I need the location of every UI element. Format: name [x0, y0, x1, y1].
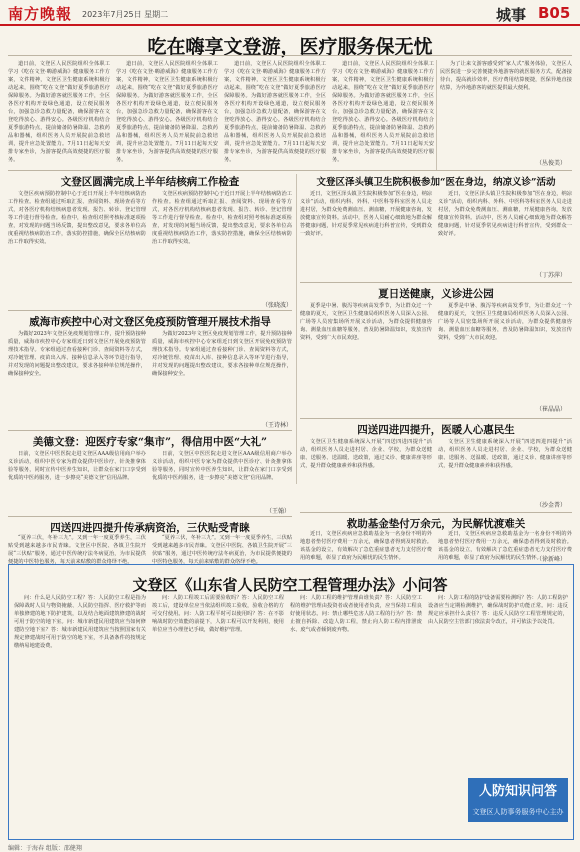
divider: [8, 516, 292, 517]
badge-title: 人防知识问答: [478, 784, 557, 799]
divider: [8, 170, 572, 171]
article-warm-body-2: 文登区卫生健康系统深入开展“四送四进四提升”活动，组织医务人员走进村居、企业、学校，为群众送健康、送服务、送温暖、送政策，通过义诊、健康讲座等形式，提升群众健康素养和获得感。: [438, 439, 572, 469]
qa-column-1: 问：什么是人民防空工程？答：人民防空工程是指为保障战时人员与物资掩蔽、人民防空指挥、医疗救护等而单独修建的地下防护建筑，以及结合地面建筑修建的战时可用于防空的地下室。问：城市新建民用建筑应当如何修建防空地下室？答：城市新建民用建筑应当按照国家有关规定修建战时可用于防空的地下室，不具备条件的按规定缴纳易地建设费。: [14, 595, 146, 649]
qa-box-headline: 文登区《山东省人民防空工程管理办法》小问答: [132, 576, 448, 594]
qa-column-3: 问：人防工程的维护管理由谁负责？答：人民防空工程的维护管理由投资者或者使用者负责，应当保持工程良好使用状态。问：禁止哪些危害人防工程的行为？答：禁止擅自拆除、改造人防工程，禁止向人防工程内排泄废水、废气或者倾倒废弃物。: [290, 595, 422, 633]
main-headline: 吃在嗨享文登游，医疗服务保无忧: [147, 36, 433, 58]
author-byline: （崔晶晶）: [536, 406, 567, 413]
qa-column-4: 问：人防工程的防护设备需要检测吗？答：人防工程防护设备应当定期检测维护，确保战时防护功能正常。问：违反规定应承担什么责任？答：违反人民防空工程管理规定的，由人民防空主管部门依法责令改正，并可依法予以处罚。: [428, 595, 568, 625]
article-lead-body-2: 道日前，文登区人民医院组织全体职工学习《吃在文登·嗨游威海》健康服务工作方案，文件精神，文登区卫生健康系统积极行动起来，围绕“吃在文登”做好夏季旅游医疗保障服务。为做好游客就医服务工作，全区各医疗机构开设绿色通道，设立便民服务台，加强急诊急救力量配备，确保游客在文登吃得放心、游得安心。各级医疗机构结合夏季旅游特点，提前储备防暑降温、急救药品和器械，组织医务人员开展院前急救培训，提升应急处置能力。7月11日起每天安排专家坐诊，为游客提供高效便捷的医疗服务。: [116, 61, 218, 163]
article-fund-body: 近日，文登区疾病应急救助基金为一名身份不明的外地患者垫付医疗费用一万余元，确保患者得到及时救治。该基金的设立，有效解决了急危重症患者无力支付医疗费用的难题，彰显了政府为民解忧的民生情怀。: [300, 531, 432, 561]
article-tb-headline: 文登区圆满完成上半年结核病工作检查: [60, 176, 240, 188]
article-lead-body-4: 道日前，文登区人民医院组织全体职工学习《吃在文登·嗨游威海》健康服务工作方案，文件精神，文登区卫生健康系统积极行动起来，围绕“吃在文登”做好夏季旅游医疗保障服务。为做好游客就医服务工作，全区各医疗机构开设绿色通道，设立便民服务台，加强急诊急救力量配备，确保游客在文登吃得放心、游得安心。各级医疗机构结合夏季旅游特点，提前储备防暑降温、急救药品和器械，组织医务人员开展院前急救培训，提升应急处置能力。7月11日起每天安排专家坐诊，为游客提供高效便捷的医疗服务。: [332, 61, 434, 163]
qa-column-2: 问：人防工程竣工后需要验收吗？答：人民防空工程竣工后，建设单位应当依法组织竣工验收，验收合格的方可交付使用。问：人防工程平时可以使用吗？答：在不影响战时防空效能的前提下，人防工程可以开发利用，使用单位应当办理登记手续，做好维护管理。: [152, 595, 284, 633]
divider: [300, 418, 572, 419]
author-byline: （张晓波）: [262, 302, 293, 309]
article-tb-body: 文登区疾病预防控制中心于近日开展上半年结核病防治工作检查。检查组通过听取汇报、查阅资料、现场查看等方式，对各医疗机构结核病患者发现、报告、转诊、登记管理等工作进行督导检查。检查中，检查组对照考核标准逐项检查，对发现的问题当场反馈，提出整改意见，要求各单位高度重视结核病防治工作，落实防控措施，确保全区结核病防治工作取得实效。: [8, 191, 146, 245]
divider: [300, 512, 572, 513]
article-zetou-body: 近日，文登区泽头镇卫生院积极参加“医在身边，纳凉义诊”活动，组织内科、外科、中医科等科室医务人员走进村居，为群众免费测血压、测血糖，开展健康咨询，发放健康宣传资料。活动中，医务人员耐心细致地为群众解答健康问题，针对夏季常见疾病进行科普宣传，受到群众一致好评。: [300, 191, 432, 237]
article-zetou-headline: 文登区泽头镇卫生院积极参加“医在身边，纳凉义诊”活动: [316, 177, 556, 188]
article-market-body-2: 日前，文登区中医医院走进文登区AAA级信用商户举办义诊活动，组织中医专家为群众提供中医诊疗、针灸推拿体验等服务，同时宣传中医养生知识，让群众在家门口享受到优质的中医药服务，进一步擦亮“美德文登”信用品牌。: [152, 451, 292, 481]
author-byline: （王翰）: [266, 508, 291, 515]
article-fund-body-2: 近日，文登区疾病应急救助基金为一名身份不明的外地患者垫付医疗费用一万余元，确保患者得到及时救治。该基金的设立，有效解决了急危重症患者无力支付医疗费用的难题，彰显了政府为民解忧的民生情怀。: [438, 531, 572, 561]
article-lead-body: 道日前，文登区人民医院组织全体职工学习《吃在文登·嗨游威海》健康服务工作方案，文件精神，文登区卫生健康系统积极行动起来，围绕“吃在文登”做好夏季旅游医疗保障服务。为做好游客就医服务工作，全区各医疗机构开设绿色通道，设立便民服务台，加强急诊急救力量配备，确保游客在文登吃得放心、游得安心。各级医疗机构结合夏季旅游特点，提前储备防暑降温、急救药品和器械，组织医务人员开展院前急救培训，提升应急处置能力。7月11日起每天安排专家坐诊，为游客提供高效便捷的医疗服务。: [8, 61, 110, 163]
article-market-headline: 美德文登：迎医疗专家“集市”，得信用中医“大礼”: [32, 436, 268, 448]
article-warm-headline: 四送四进四提升，医暖人心惠民生: [357, 424, 515, 436]
article-zetou-body-2: 近日，文登区泽头镇卫生院积极参加“医在身边，纳凉义诊”活动，组织内科、外科、中医科等科室医务人员走进村居，为群众免费测血压、测血糖，开展健康咨询，发放健康宣传资料。活动中，医务人员耐心细致地为群众解答健康问题，针对夏季常见疾病进行科普宣传，受到群众一致好评。: [438, 191, 572, 237]
page-footer: 编辑：于海春 组版：邵健翔: [8, 845, 82, 852]
article-park-body-2: 夏季是中暑、腹泻等疾病高发季节，为让群众过一个健康的夏天，文登区卫生健康局组织医务人员深入公园、广场等人员密集场所开展义诊活动，为群众提供健康咨询、测量血压血糖等服务，普及防暑降温知识，发放宣传资料，受到广大市民欢迎。: [438, 303, 572, 341]
article-tb-body-2: 文登区疾病预防控制中心于近日开展上半年结核病防治工作检查。检查组通过听取汇报、查阅资料、现场查看等方式，对各医疗机构结核病患者发现、报告、转诊、登记管理等工作进行督导检查。检查中，检查组对照考核标准逐项检查，对发现的问题当场反馈，提出整改意见，要求各单位高度重视结核病防治工作，落实防控措施，确保全区结核病防治工作取得实效。: [152, 191, 292, 245]
column-rule: [296, 174, 297, 484]
article-cdc-body: 为做好2023年文登区免疫规划管理工作，提升预防接种质量，威海市疾控中心专家组近日到文登区开展免疫预防管理技术指导。专家组通过查看接种门诊、查阅资料等方式，对冷链管理、疫苗出入库、接种信息录入等环节进行指导，并对发现的问题提出整改建议，要求各接种单位规范操作，确保接种安全。: [8, 331, 146, 377]
author-byline: （丁苏萍）: [536, 272, 567, 279]
article-sanfu-body: “夏养三伏，冬补三九”。又到一年一度夏季养生，三伏贴受到越来越多市民青睐。文登区中医院、各镇卫生院开展“三伏贴”服务，通过中医传统疗法冬病夏治，为市民提供便捷的中医特色服务，每天前来贴敷的群众络绎不绝。: [8, 535, 146, 565]
author-byline: （丛俊美）: [536, 160, 567, 167]
article-market-body: 日前，文登区中医医院走进文登区AAA级信用商户举办义诊活动，组织中医专家为群众提供中医诊疗、针灸推拿体验等服务，同时宣传中医养生知识，让群众在家门口享受到优质的中医药服务，进一步擦亮“美德文登”信用品牌。: [8, 451, 146, 481]
article-park-body: 夏季是中暑、腹泻等疾病高发季节，为让群众过一个健康的夏天，文登区卫生健康局组织医务人员深入公园、广场等人员密集场所开展义诊活动，为群众提供健康咨询、测量血压血糖等服务，普及防暑降温知识，发放宣传资料，受到广大市民欢迎。: [300, 303, 432, 341]
divider: [8, 430, 292, 431]
article-fund-headline: 救助基金垫付万余元，为民解忧渡难关: [346, 518, 526, 530]
author-byline: （徐新峰）: [536, 556, 567, 563]
article-warm-body: 文登区卫生健康系统深入开展“四送四进四提升”活动，组织医务人员走进村居、企业、学校，为群众送健康、送服务、送温暖、送政策，通过义诊、健康讲座等形式，提升群众健康素养和获得感。: [300, 439, 432, 469]
article-cdc-body-2: 为做好2023年文登区免疫规划管理工作，提升预防接种质量，威海市疾控中心专家组近日到文登区开展免疫预防管理技术指导。专家组通过查看接种门诊、查阅资料等方式，对冷链管理、疫苗出入库、接种信息录入等环节进行指导，并对发现的问题提出整改建议，要求各接种单位规范操作，确保接种安全。: [152, 331, 292, 377]
badge-subtitle: 文登区人防事务服务中心主办: [472, 808, 564, 816]
divider: [8, 310, 292, 311]
article-tourist-service-body: 为了让来文游客感受到“家人式”服务体验，文登区人民医院进一步完善便捷外地游客的就医服务方式，配备接待台，提高就诊效率，医疗费用结算便捷，医保异地直接结算，为外地游客的就医提供最大便利。: [440, 61, 572, 91]
author-byline: （沙金普）: [536, 502, 567, 509]
civil-defense-qa-badge: [468, 778, 568, 822]
article-lead-body-3: 道日前，文登区人民医院组织全体职工学习《吃在文登·嗨游威海》健康服务工作方案，文件精神，文登区卫生健康系统积极行动起来，围绕“吃在文登”做好夏季旅游医疗保障服务。为做好游客就医服务工作，全区各医疗机构开设绿色通道，设立便民服务台，加强急诊急救力量配备，确保游客在文登吃得放心、游得安心。各级医疗机构结合夏季旅游特点，提前储备防暑降温、急救药品和器械，组织医务人员开展院前急救培训，提升应急处置能力。7月11日起每天安排专家坐诊，为游客提供高效便捷的医疗服务。: [224, 61, 326, 163]
article-sanfu-body-2: “夏养三伏，冬补三九”。又到一年一度夏季养生，三伏贴受到越来越多市民青睐。文登区中医院、各镇卫生院开展“三伏贴”服务，通过中医传统疗法冬病夏治，为市民提供便捷的中医特色服务，每天前来贴敷的群众络绎不绝。: [152, 535, 292, 565]
masthead: [0, 0, 580, 26]
article-sanfu-headline: 四送四进四提升传承病资治，三伏贴受青睐: [50, 522, 250, 534]
column-rule: [436, 60, 437, 170]
article-park-headline: 夏日送健康，义诊进公园: [378, 288, 494, 300]
newspaper-logo: 南方晚報: [8, 5, 73, 23]
page-number: B05: [538, 4, 571, 22]
article-cdc-headline: 威海市疾控中心对文登区免疫预防管理开展技术指导: [29, 316, 271, 328]
author-byline: （王诗林）: [262, 422, 293, 429]
section-name: 城事: [496, 6, 527, 24]
divider: [8, 55, 572, 56]
issue-date: 2023年7月25日 星期二: [82, 10, 169, 19]
divider: [300, 282, 572, 283]
